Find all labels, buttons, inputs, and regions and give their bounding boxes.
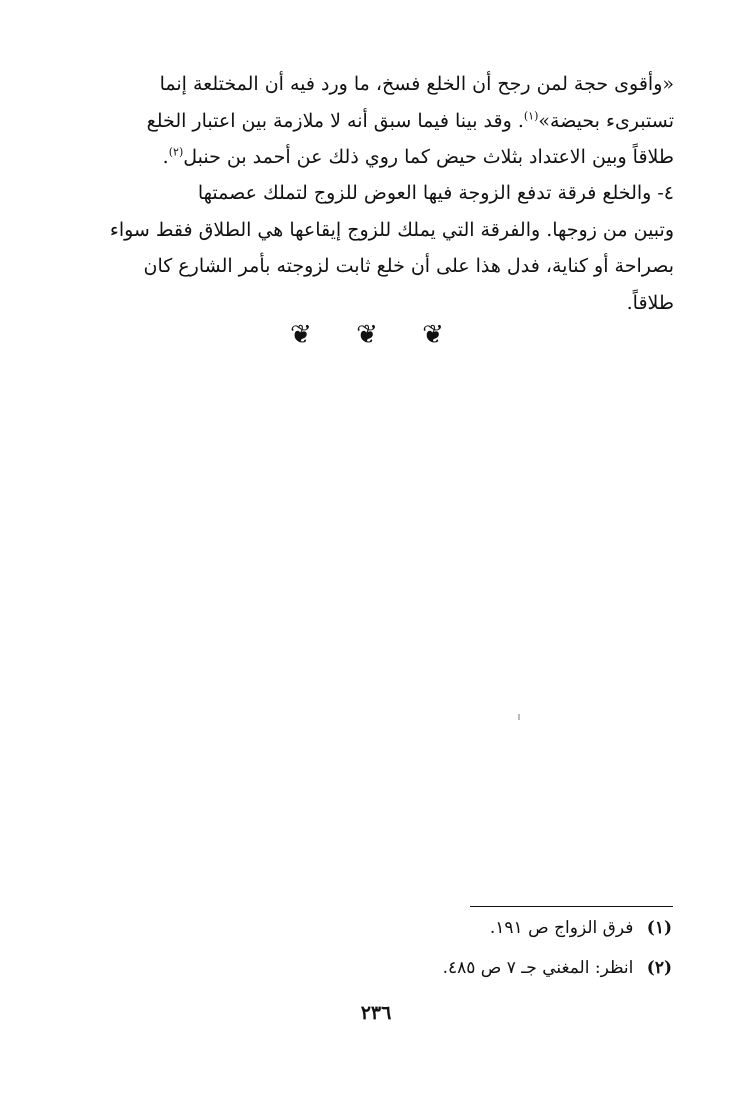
scan-speck <box>518 714 520 720</box>
page-number: ٢٣٦ <box>360 1002 392 1024</box>
paragraph-2-line-4: طلاقاً. <box>626 291 674 314</box>
footnote-1-number: (١) <box>646 918 672 938</box>
paragraph-2-line-3: بصراحة أو كناية، فدل هذا على أن خلع ثابت لزوجته بأمر الشارع كان <box>143 255 674 277</box>
paragraph-1-line-3-end: . <box>162 146 169 168</box>
footnote-separator <box>470 906 673 907</box>
floral-ornament-icon: ❦ <box>290 320 330 350</box>
footnote-2-number: (٢) <box>646 958 672 978</box>
floral-ornament-icon: ❦ <box>356 320 396 350</box>
paragraph-1-line-2-end: . وقد بينا فيما سبق أنه لا ملازمة بين اعتبار الخلع <box>146 109 524 132</box>
paragraph-1 <box>70 66 674 176</box>
footnote-1 <box>490 918 672 938</box>
paragraph-2-line-2: وتبين من زوجها. والفرقة التي يملك للزوج إيقاعها هي الطلاق فقط سواء <box>109 218 674 241</box>
paragraph-1-line-3-start: طلاقاً وبين الاعتداد بثلاث حيض كما روي ذلك عن أحمد بن حنبل <box>183 146 674 168</box>
paragraph-1-line-3 <box>70 139 674 176</box>
paragraph-1-line-1: «وأقوى حجة لمن رجح أن الخلع فسخ، ما ورد فيه أن المختلعة إنما <box>159 73 674 95</box>
section-divider-ornament <box>0 320 752 350</box>
paragraph-1-line-2 <box>70 103 674 140</box>
paragraph-2-line-1: ٤- والخلع فرقة تدفع الزوجة فيها العوض للزوج لتملك عصمتها <box>197 182 674 204</box>
footnote-1-text: فرق الزواج ص ١٩١. <box>489 918 634 938</box>
paragraph-1-line-2-start: تستبرىء بحيضة» <box>538 109 674 132</box>
paragraph-2 <box>70 175 674 321</box>
footnote-2-text: انظر: المغني جـ ٧ ص ٤٨٥. <box>442 958 634 978</box>
footnote-ref-1: (١) <box>523 109 539 123</box>
footnote-ref-2: (٢) <box>168 145 184 159</box>
floral-ornament-icon: ❦ <box>422 320 462 350</box>
footnote-2 <box>443 958 672 978</box>
